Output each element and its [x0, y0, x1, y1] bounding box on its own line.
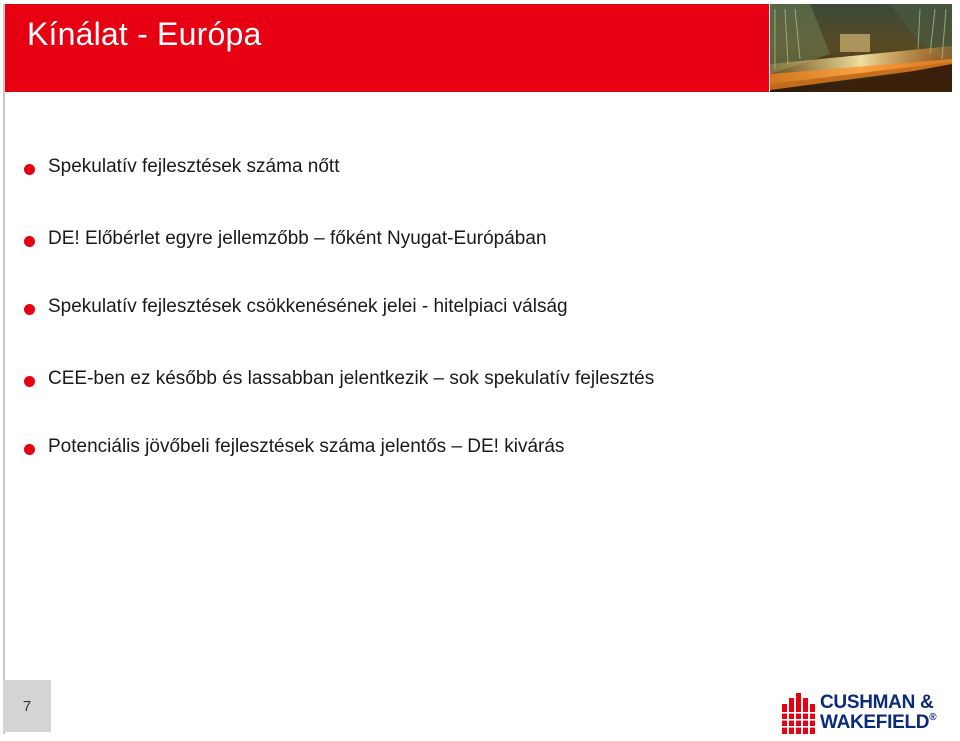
bullet-dot-icon: [24, 164, 35, 175]
page-number: 7: [22, 698, 32, 715]
bullet-dot-icon: [24, 236, 35, 247]
page-number-box: [3, 680, 51, 732]
left-border-rule: [3, 4, 5, 734]
logo-mark-icon: [780, 690, 816, 736]
bullet-dot-icon: [24, 444, 35, 455]
logo-text-line-1: CUSHMAN &: [820, 692, 934, 713]
city-lights-image: [770, 4, 952, 92]
bullet-dot-icon: [24, 376, 35, 387]
registered-mark: ®: [929, 712, 937, 723]
title-bar: [5, 4, 769, 92]
bullet-dot-icon: [24, 304, 35, 315]
header-city-photo: [770, 4, 952, 92]
page-title: Kínálat - Európa: [27, 16, 262, 52]
cushman-wakefield-logo: [780, 690, 956, 736]
logo-text-line-2: WAKEFIELD®: [820, 712, 937, 733]
